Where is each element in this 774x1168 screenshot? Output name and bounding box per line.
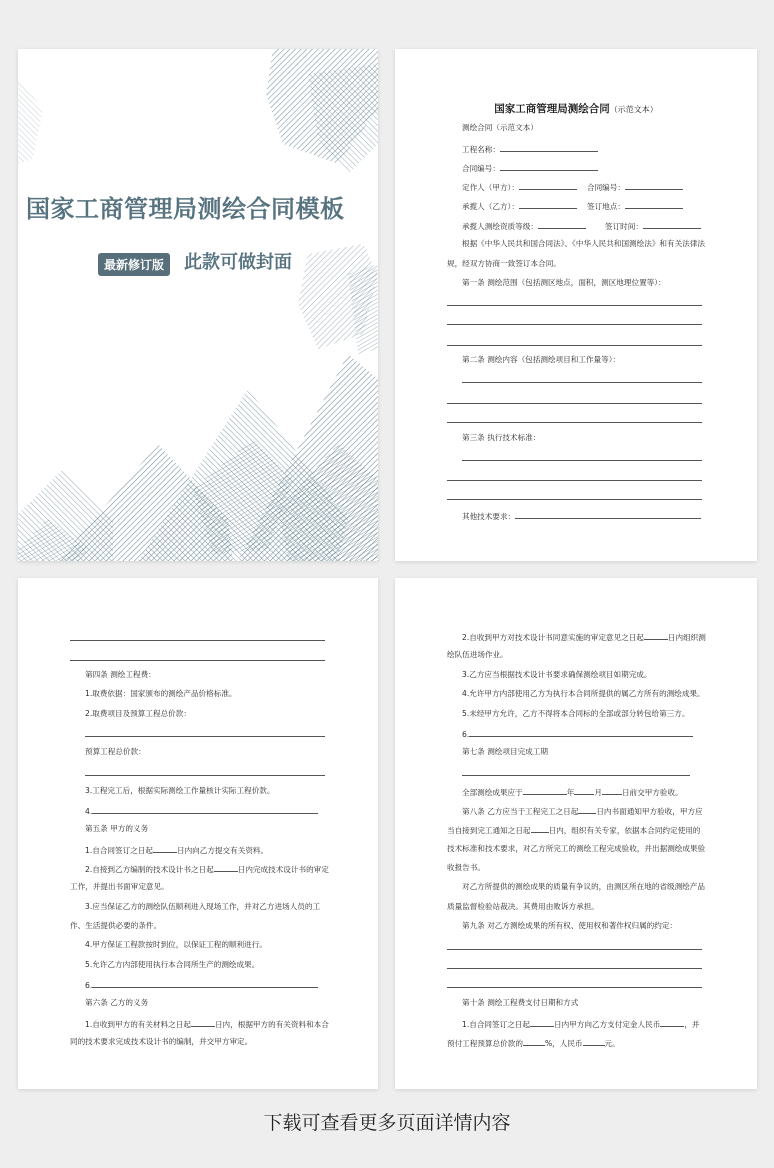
contract-page-3 bbox=[395, 578, 757, 1089]
blank-line bbox=[462, 460, 702, 461]
blank-line bbox=[447, 422, 702, 423]
contract-line: 测绘合同（示范文本） bbox=[462, 123, 538, 132]
edition-badge: 最新修订版 bbox=[98, 253, 170, 276]
contract-line: 合同编号： bbox=[462, 162, 598, 174]
contract-line: 对乙方所提供的测绘成果的质量有争议的，由测区所在地的省级测绘产品 bbox=[462, 882, 705, 891]
contract-line: 质量监督检验站裁决。其费用由败诉方承担。 bbox=[447, 902, 599, 911]
contract-line: 收报告书。 bbox=[447, 863, 485, 872]
contract-line: 第八条 乙方应当于工程完工之日起 日内书面通知甲方验收，甲方应 bbox=[462, 807, 703, 816]
contract-line: 规，经双方协商一致签订本合同。 bbox=[447, 259, 561, 268]
contract-line: 6. bbox=[85, 979, 318, 991]
contract-page-1 bbox=[395, 49, 757, 561]
blank-line bbox=[447, 949, 702, 950]
contract-line: 预付工程预算总价款的 %，人民币 元。 bbox=[447, 1039, 620, 1048]
contract-line: 2.取费项目及预算工程总价款： bbox=[85, 709, 191, 718]
contract-line: 技术标准和技术要求，对乙方所完工的测绘工程完成验收，并出据测绘成果验 bbox=[447, 844, 706, 853]
blank-line bbox=[462, 775, 690, 776]
contract-line: 1.自合同签订之日起 日内向乙方提交有关资料。 bbox=[85, 846, 269, 855]
contract-line: 4.甲方保证工程款按时到位，以保证工程的顺利进行。 bbox=[85, 940, 267, 949]
contract-line: 根据《中华人民共和国合同法》、《中华人民共和国测绘法》和有关法律法 bbox=[462, 239, 705, 248]
contract-title-note: （示范文本） bbox=[609, 105, 658, 114]
contract-line: 第二条 测绘内容（包括测绘项目和工作量等）： bbox=[462, 355, 621, 364]
contract-title bbox=[395, 101, 757, 116]
cover-title: 国家工商管理局测绘合同模板 bbox=[26, 195, 345, 223]
blank-line bbox=[447, 987, 702, 988]
blank-line bbox=[447, 968, 702, 969]
contract-line: 5.未经甲方允许，乙方不得将本合同标的全部或部分转包给第三方。 bbox=[462, 709, 690, 718]
contract-line: 其他技术要求： bbox=[462, 510, 701, 522]
contract-line: 签订时间： bbox=[605, 220, 701, 232]
contract-line: 全部测绘成果应于 年 月 日前交甲方验收。 bbox=[462, 788, 683, 797]
contract-line: 签订地点： bbox=[587, 200, 683, 212]
contract-line: 4.允许甲方内部使用乙方为执行本合同所提供的属乙方所有的测绘成果。 bbox=[462, 689, 705, 698]
blank-line bbox=[85, 775, 325, 776]
blank-line bbox=[447, 345, 702, 346]
blank-line bbox=[70, 660, 325, 661]
contract-title-text: 国家工商管理局测绘合同 bbox=[494, 103, 610, 115]
contract-line: 预算工程总价款： bbox=[85, 747, 146, 756]
blank-line bbox=[85, 736, 325, 737]
contract-line: 第四条 测绘工程费： bbox=[85, 670, 156, 679]
contract-line: 作、生活提供必要的条件。 bbox=[70, 921, 162, 930]
contract-line: 合同编号： bbox=[587, 181, 683, 193]
contract-line: 3.应当保证乙方的测绘队伍顺利进入现场工作，并对乙方进场人员的工 bbox=[85, 902, 321, 911]
contract-line: 工作，并提出书面审定意见。 bbox=[70, 882, 169, 891]
contract-line: 承揽人测绘资质等级： bbox=[462, 220, 586, 232]
contract-line: 承揽人（乙方）： bbox=[462, 200, 577, 212]
blank-line bbox=[447, 499, 702, 500]
contract-line: 3.工程完工后，根据实际测绘工作量核计实际工程价款。 bbox=[85, 786, 275, 795]
cover-subtitle: 此款可做封面 bbox=[184, 252, 292, 273]
contract-line: 第九条 对乙方测绘成果的所有权、使用权和著作权归属的约定： bbox=[462, 921, 678, 930]
contract-line: 第七条 测绘项目完成工期 bbox=[462, 747, 548, 756]
contract-line: 定作人（甲方）： bbox=[462, 181, 577, 193]
contract-line: 工程名称： bbox=[462, 143, 598, 155]
contract-page-2 bbox=[18, 578, 378, 1089]
contract-line: 2.自收到甲方对技术设计书同意实施的审定意见之日起 日内组织测 bbox=[462, 633, 706, 642]
contract-line: 1.自收到甲方的有关材料之日起 日内，根据甲方的有关资料和本合 bbox=[85, 1020, 329, 1029]
cover-geometric-pattern bbox=[18, 49, 378, 561]
contract-line: 2.自接到乙方编制的技术设计书之日起 日内完成技术设计书的审定 bbox=[85, 865, 329, 874]
contract-line: 第五条 甲方的义务 bbox=[85, 824, 149, 833]
contract-line: 1.自合同签订之日起 日内甲方向乙方支付定金人民币 ，并 bbox=[462, 1020, 700, 1029]
footer-caption: 下载可查看更多页面详情内容 bbox=[263, 1112, 511, 1134]
contract-line: 3.乙方应当根据技术设计书要求确保测绘项目如期完成。 bbox=[462, 670, 652, 679]
blank-line bbox=[462, 382, 702, 383]
contract-line: 第六条 乙方的义务 bbox=[85, 998, 149, 1007]
blank-line bbox=[70, 640, 325, 641]
contract-line: 6. bbox=[462, 728, 693, 740]
contract-line: 当自接到完工通知之日起 日内，组织有关专家，依据本合同约定使用的 bbox=[447, 826, 701, 835]
contract-line: 绘队伍进场作业。 bbox=[447, 650, 508, 659]
contract-line: 同的技术要求完成技术设计书的编制，并交甲方审定。 bbox=[70, 1037, 253, 1046]
contract-line: 第一条 测绘范围（包括测区地点，面积，测区地理位置等）： bbox=[462, 278, 666, 287]
contract-line: 1.取费依据：国家颁布的测绘产品价格标准。 bbox=[85, 689, 237, 698]
cover-page bbox=[18, 49, 378, 561]
contract-line: 第十条 测绘工程费支付日期和方式 bbox=[462, 998, 579, 1007]
blank-line bbox=[447, 305, 702, 306]
blank-line bbox=[447, 403, 702, 404]
contract-line: 5.允许乙方内部使用执行本合同所生产的测绘成果。 bbox=[85, 960, 260, 969]
contract-line: 第三条 执行技术标准： bbox=[462, 433, 541, 442]
blank-line bbox=[447, 480, 702, 481]
blank-line bbox=[447, 324, 702, 325]
contract-line: 4. bbox=[85, 805, 318, 817]
